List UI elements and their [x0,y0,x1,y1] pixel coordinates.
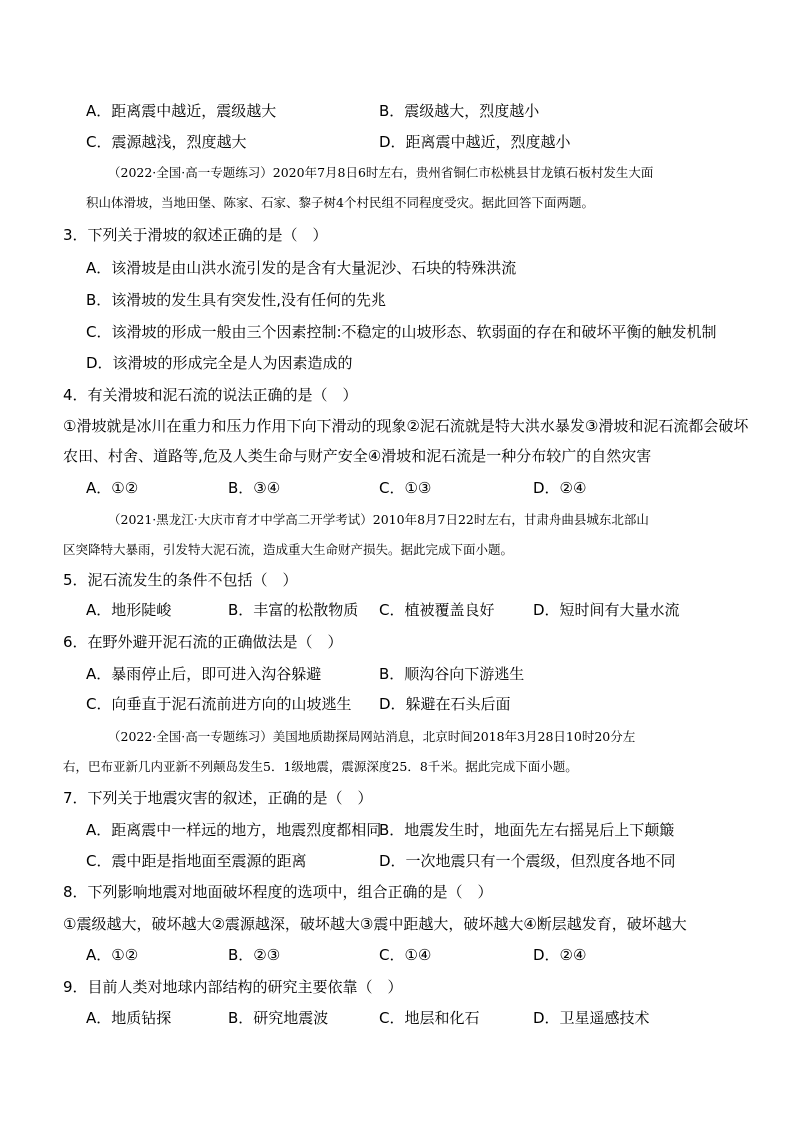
q9-option-d: D．卫星遥感技术 [533,1009,650,1027]
q7-stem: 7．下列关于地震灾害的叙述，正确的是（ ） [63,789,373,807]
q-prev-option-d: D．距离震中越近，烈度越小 [379,133,571,151]
q5-stem: 5．泥石流发生的条件不包括（ ） [63,571,298,589]
q6-stem: 6．在野外避开泥石流的正确做法是（ ） [63,633,343,651]
q6-option-b: B．顺沟谷向下游逃生 [379,665,525,683]
q9-option-a: A．地质钻探 [86,1009,172,1027]
passage-3-line-1: （2022·全国·高一专题练习）美国地质勘探局网站消息，北京时间2018年3月28日10时20分左 [108,729,636,744]
q4-option-d: D．②④ [533,479,587,497]
q4-option-a: A．①② [86,479,139,497]
q-prev-option-b: B．震级越大，烈度越小 [379,102,540,120]
q4-option-c: C．①③ [379,479,432,497]
q9-option-c: C．地层和化石 [379,1009,480,1027]
q3-option-d: D．该滑坡的形成完全是人为因素造成的 [86,354,353,372]
q3-stem: 3．下列关于滑坡的叙述正确的是（ ） [63,226,328,244]
q7-option-b: B．地震发生时，地面先左右摇晃后上下颠簸 [379,821,675,839]
q4-statement-line-2: 农田、村舍、道路等,危及人类生命与财产安全④滑坡和泥石流是一种分布较广的自然灾害 [63,447,652,465]
passage-3-line-2: 右，巴布亚新几内亚新不列颠岛发生5．1级地震，震源深度25．8千米。据此完成下面小题。 [63,759,578,774]
q5-option-b: B．丰富的松散物质 [228,601,359,619]
q4-option-b: B．③④ [228,479,281,497]
q8-statement: ①震级越大，破坏越大②震源越深，破坏越大③震中距越大，破坏越大④断层越发育，破坏越大 [63,915,687,933]
passage-2-line-2: 区突降特大暴雨，引发特大泥石流，造成重大生命财产损失。据此完成下面小题。 [63,542,514,557]
q8-option-c: C．①④ [379,946,432,964]
q7-option-a: A．距离震中一样远的地方，地震烈度都相同 [86,821,382,839]
q8-stem: 8．下列影响地震对地面破坏程度的选项中，组合正确的是（ ） [63,883,493,901]
q5-option-d: D．短时间有大量水流 [533,601,680,619]
q7-option-d: D．一次地震只有一个震级，但烈度各地不同 [379,852,676,870]
passage-1-line-1: （2022·全国·高一专题练习）2020年7月8日6时左右，贵州省铜仁市松桃县甘龙镇石板村发生大面 [108,165,654,180]
q9-option-b: B．研究地震波 [228,1009,329,1027]
q6-option-a: A．暴雨停止后，即可进入沟谷躲避 [86,665,322,683]
q7-option-c: C．震中距是指地面至震源的距离 [86,852,307,870]
q3-option-a: A．该滑坡是由山洪水流引发的是含有大量泥沙、石块的特殊洪流 [86,259,517,277]
q5-option-a: A．地形陡峻 [86,601,172,619]
q8-option-d: D．②④ [533,946,587,964]
q8-option-a: A．①② [86,946,139,964]
q8-option-b: B．②③ [228,946,281,964]
passage-1-line-2: 积山体滑坡，当地田堡、陈家、石家、黎子树4个村民组不同程度受灾。据此回答下面两题。 [86,195,594,210]
q6-option-c: C．向垂直于泥石流前进方向的山坡逃生 [86,695,352,713]
q5-option-c: C．植被覆盖良好 [379,601,495,619]
q-prev-option-c: C．震源越浅，烈度越大 [86,133,247,151]
q6-option-d: D．躲避在石头后面 [379,695,511,713]
q-prev-option-a: A．距离震中越近，震级越大 [86,102,277,120]
q3-option-b: B．该滑坡的发生具有突发性,没有任何的先兆 [86,291,387,309]
q4-stem: 4．有关滑坡和泥石流的说法正确的是（ ） [63,386,358,404]
passage-2-line-1: （2021·黑龙江·大庆市育才中学高二开学考试）2010年8月7日22时左右，甘肃舟曲县城东北部山 [108,512,649,527]
q4-statement-line-1: ①滑坡就是冰川在重力和压力作用下向下滑动的现象②泥石流就是特大洪水暴发③滑坡和泥石流都会破坏 [63,417,749,435]
q9-stem: 9．目前人类对地球内部结构的研究主要依靠（ ） [63,978,403,996]
q3-option-c: C．该滑坡的形成一般由三个因素控制:不稳定的山坡形态、软弱面的存在和破坏平衡的触发机制 [86,323,717,341]
